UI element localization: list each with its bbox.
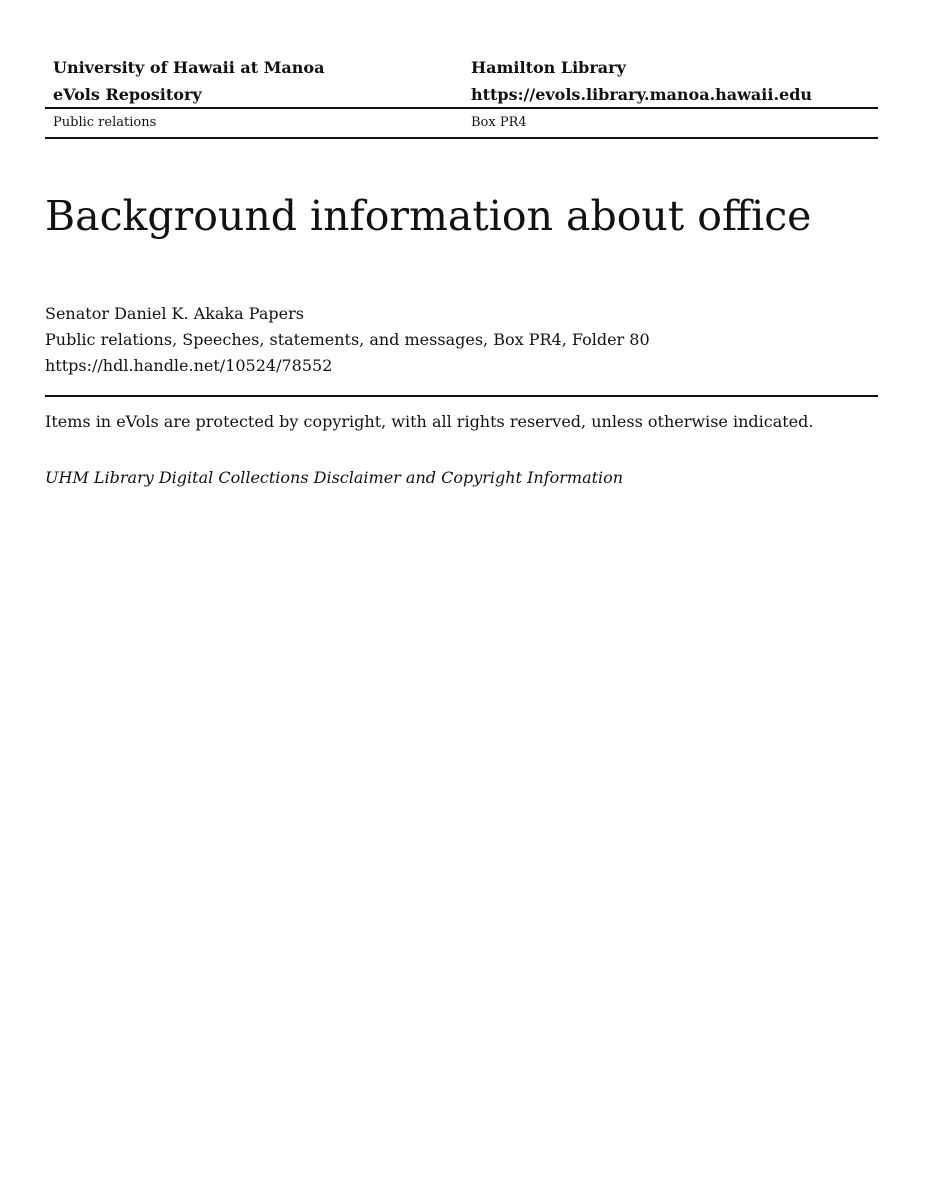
collection-name: Senator Daniel K. Akaka Papers [45,304,304,323]
header-row-institution [45,52,878,79]
header-row-repository [45,79,878,109]
folder-location: Public relations, Speeches, statements, and messages, Box PR4, Folder 80 [45,330,650,349]
document-metadata [45,301,650,379]
repository-url[interactable]: https://evols.library.manoa.hawaii.edu [471,85,813,104]
institution-name: University of Hawaii at Manoa [53,58,325,77]
disclaimer-link[interactable]: UHM Library Digital Collections Disclaimer and Copyright Information [45,468,624,487]
handle-link[interactable]: https://hdl.handle.net/10524/78552 [45,356,333,375]
library-name: Hamilton Library [471,58,626,77]
series-name: Public relations [53,115,157,130]
repository-name: eVols Repository [53,85,202,104]
document-title: Background information about office [45,192,812,240]
header-table [45,52,878,139]
rights-notice: Items in eVols are protected by copyright, with all rights reserved, unless otherwise indicated. [45,412,814,431]
box-label: Box PR4 [471,115,527,130]
header-row-series [45,109,878,139]
divider [45,395,878,397]
